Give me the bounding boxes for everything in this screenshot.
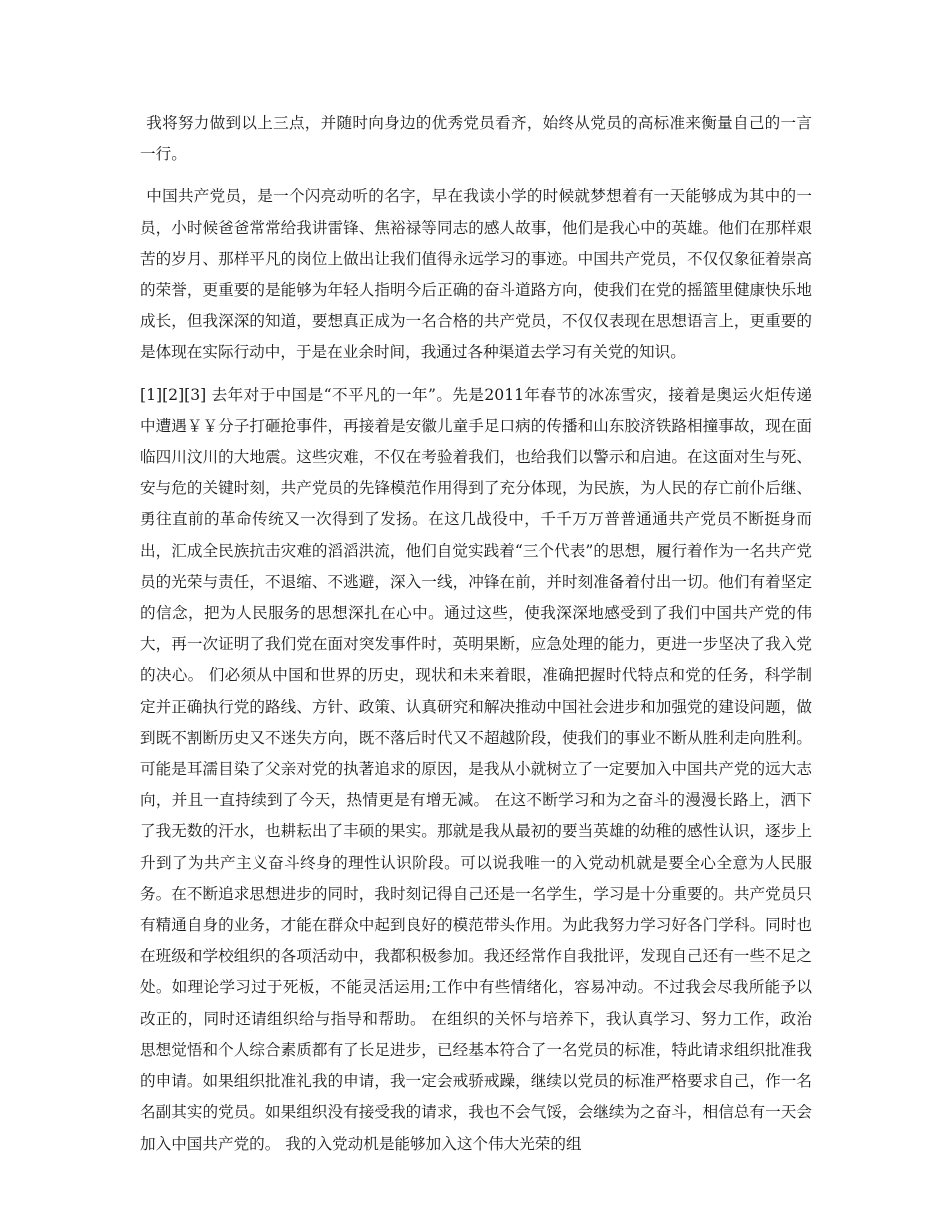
paragraph-childhood-aspiration: 中国共产党员，是一个闪亮动听的名字，早在我读小学的时候就梦想着有一天能够成为其中的一员，小时候爸爸常常给我讲雷锋、焦裕禄等同志的感人故事，他们是我心中的英雄。他们在那样艰苦的岁月、那样平凡的岗位上做出让我们值得永远学习的事迹。中国共产党员，不仅仅象征着崇高的荣誉，更重要的是能够为年轻人指明今后正确的奋斗道路方向，使我们在党的摇篮里健康快乐地成长，但我深深的知道，要想真正成为一名合格的共产党员，不仅仅表现在思想语言上，更重要的是体现在实际行动中，于是在业余时间，我通过各种渠道去学习有关党的知识。 xyxy=(140,187,812,362)
paragraph-closing-commitment: 我将努力做到以上三点，并随时向身边的优秀党员看齐，始终从党员的高标准来衡量自己的一言一行。 xyxy=(140,114,812,164)
document-page xyxy=(140,108,812,1160)
paragraph-motivation-and-reflection: [1][2][3] 去年对于中国是“不平凡的一年”。先是2011年春节的冰冻雪灾，接着是奥运火炬传递中遭遇￥￥分子打砸抢事件，再接着是安徽儿童手足口病的传播和山东胶济铁路相撞事故，现在面临四川汶川的大地震。这些灾难，不仅在考验着我们，也给我们以警示和启迪。在这面对生与死、安与危的关键时刻，共产党员的先锋模范作用得到了充分体现，为民族，为人民的存亡前仆后继、勇往直前的革命传统又一次得到了发扬。在这几战役中，千千万万普普通通共产党员不断挺身而出，汇成全民族抗击灾难的滔滔洪流，他们自觉实践着“三个代表”的思想，履行着作为一名共产党员的光荣与责任，不退缩、不逃避，深入一线，冲锋在前，并时刻准备着付出一切。他们有着坚定的信念，把为人民服务的思想深扎在心中。通过这些，使我深深地感受到了我们中国共产党的伟大，再一次证明了我们党在面对突发事件时，英明果断，应急处理的能力，更进一步坚决了我入党的决心。 们必须从中国和世界的历史，现状和未来着眼，准确把握时代特点和党的任务，科学制定并正确执行党的路线、方针、政策、认真研究和解决推动中国社会进步和加强党的建设问题，做到既不割断历史又不迷失方向，既不落后时代又不超越阶段，使我们的事业不断从胜利走向胜利。 可能是耳濡目染了父亲对党的执著追求的原因，是我从小就树立了一定要加入中国共产党的远大志向，并且一直持续到了今天，热情更是有增无减。 在这不断学习和为之奋斗的漫漫长路上，洒下了我无数的汗水，也耕耘出了丰硕的果实。那就是我从最初的要当英雄的幼稚的感性认识，逐步上升到了为共产主义奋斗终身的理性认识阶段。可以说我唯一的入党动机就是要全心全意为人民服务。在不断追求思想进步的同时，我时刻记得自己还是一名学生，学习是十分重要的。共产党员只有精通自身的业务，才能在群众中起到良好的模范带头作用。为此我努力学习好各门学科。同时也在班级和学校组织的各项活动中，我都积极参加。我还经常作自我批评，发现自己还有一些不足之处。如理论学习过于死板，不能灵活运用;工作中有些情绪化，容易冲动。不过我会尽我所能予以改正的，同时还请组织给与指导和帮助。 在组织的关怀与培养下，我认真学习、努力工作，政治思想觉悟和个人综合素质都有了长足进步，已经基本符合了一名党员的标准，特此请求组织批准我的申请。如果组织批准礼我的申请，我一定会戒骄戒躁，继续以党员的标准严格要求自己，作一名名副其实的党员。如果组织没有接受我的请求，我也不会气馁，会继续为之奋斗，相信总有一天会加入中国共产党的。 我的入党动机是能够加入这个伟大光荣的组 xyxy=(140,385,812,1153)
